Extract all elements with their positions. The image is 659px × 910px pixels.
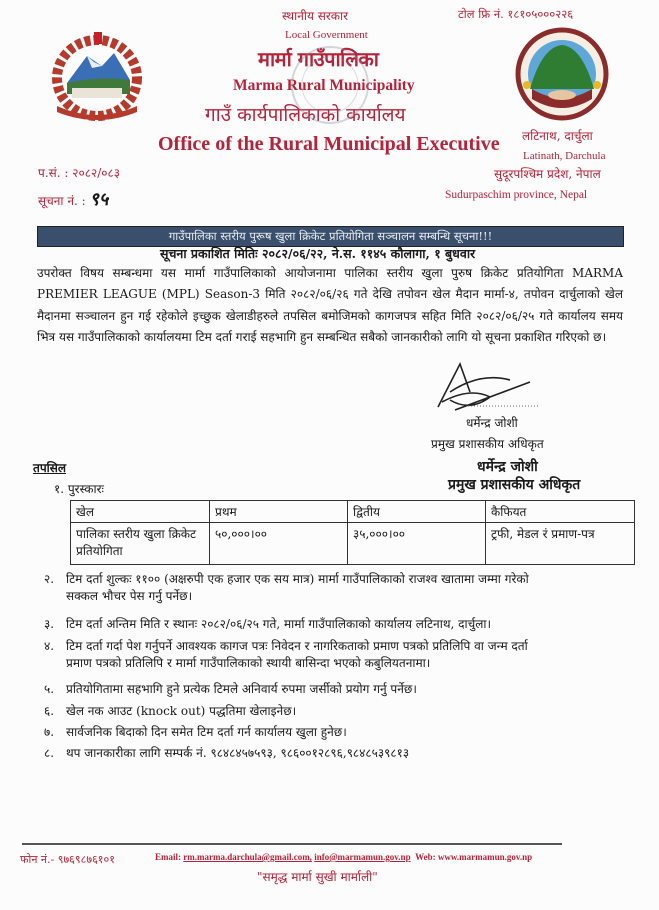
location-np: लटिनाथ, दार्चुला (522, 129, 593, 143)
location-en: Latinath, Darchula (523, 150, 606, 162)
footer-motto: "समृद्ध मार्मा सुखी मार्माली" (257, 870, 378, 884)
email-link-2[interactable]: info@marmamun.gov.np (314, 852, 411, 862)
web-label: Web: (415, 852, 436, 862)
province-np: सुदूरपश्चिम प्रदेश, नेपाल (494, 167, 601, 181)
list-item: २. टिम दर्ता शुल्कः ११०० (अक्षरुपी एक हजार एक सय मात्र) मार्मा गाउँपालिकाको राजश्व खातामा जम्मा गरेको सक्कल भौचर पेस गर्नु पर्नेछ। (44, 572, 529, 603)
table-cell: पालिका स्तरीय खुला क्रिकेट प्रतियोगिता (71, 523, 210, 565)
list-item: ८. थप जानकारीका लागि सम्पर्क नं. ९८४८४५७५९३, ९८६००१२८९६,९८४८५३९८१३ (44, 746, 410, 760)
ps-label: प.सं. : (38, 166, 69, 180)
table-cell: ३५,०००।०० (348, 523, 486, 565)
nepal-emblem-icon (42, 28, 152, 123)
office-name-en: Office of the Rural Municipal Executive (158, 133, 500, 155)
list-item: ३. टिम दर्ता अन्तिम मिति र स्थानः २०८२/०६/२५ गते, मार्मा गाउँपालिकाको कार्यालय लटिनाथ, दार्चुला। (44, 617, 492, 631)
body-paragraph: उपरोक्त विषय सम्बन्धमा यस मार्मा गाउँपालिकाको आयोजनामा पालिका स्तरीय खुला पुरुष क्रिकेट प्रतियोगिता MARMA PREMIER LEAGUE (MPL) Season-3 मिति २०८२/०६/२६ गते देखि तपोवन खेल मैदान मार्मा-४, तपोवन दार्चुलाको खेल मैदानमा सञ्चालन हुन गई रहेकोले इच्छुक खेलाडीहरुले तपसिल बमोजिमको कागजपत्र सहित मिति २०८२/०६/२५ गते कार्यालय समय भित्र यस गाउँपालिकाको कार्यालयमा टिम दर्ता गराई सहभागि हुन सम्बन्धित सबैको जानकारीको लागि यो सूचना प्रकाशित गरिएको छ। (37, 266, 623, 344)
prize-item-label: १. पुरस्कारः (54, 482, 104, 496)
municipality-name-np: मार्मा गाउँपालिका (258, 47, 379, 71)
office-stamp-icon (285, 40, 375, 130)
signatory-title: प्रमुख प्रशासकीय अधिकृत (431, 437, 544, 451)
notice-number (38, 187, 108, 211)
table-cell: ५०,०००।०० (210, 523, 348, 565)
office-name-np: गाउँ कार्यपालिकाको कार्यालय (205, 104, 406, 126)
table-header: खेल (71, 501, 210, 523)
list-item: ७. सार्वजनिक बिदाको दिन समेत टिम दर्ता गर्न कार्यालय खुला हुनेछ। (44, 725, 347, 739)
web-link[interactable]: www.marmamun.gov.np (437, 852, 533, 862)
table-cell: ट्रफी, मेडल रं प्रमाण-पत्र (486, 523, 635, 565)
footer-phone: फोन नं.- ९७६९८७६१०१ (20, 853, 115, 866)
details-heading: तपसिल (33, 461, 67, 475)
table-header: प्रथम (210, 501, 348, 523)
reference-number (38, 164, 120, 181)
notice-title-banner: गाउँपालिका स्तरीय पुरूष खुला क्रिकेट प्रतियोगिता सञ्चालन सम्बन्धि सूचना!!! (37, 226, 624, 247)
list-item: ५. प्रतियोगितामा सहभागि हुने प्रत्येक टिमले अनिवार्य रुपमा जर्सीको प्रयोग गर्नु पर्नेछ। (44, 682, 417, 696)
table-row (71, 523, 635, 565)
notice-label: सूचना नं. : (38, 194, 86, 208)
ps-value: २०८२/०८३ (72, 166, 120, 180)
local-government-en: Local Government (285, 29, 368, 41)
signatory-name: धर्मेन्द्र जोशी (466, 416, 518, 430)
stamp-name: धर्मेन्द्र जोशी (477, 459, 538, 475)
list-item: ४. टिम दर्ता गर्दा पेश गर्नुपर्ने आवश्यक कागज पत्रः निवेदन र नागरिकताको प्रमाण पत्रको प्रतिलिपि वा जन्म दर्ता प्रमाण पत्रको प्रतिलिपि र मार्मा गाउँपालिकाको स्थायी बासिन्दा भएको कबुलियतनामा। (44, 639, 528, 670)
table-header: द्वितीय (348, 501, 486, 523)
province-en: Sudurpaschim province, Nepal (445, 189, 588, 201)
published-date: सूचना प्रकाशित मितिः २०८२/०६/२२, ने.स. ११४५ कौलागा, १ बुधवार (160, 246, 476, 261)
notice-value: ९५ (89, 189, 109, 210)
handwritten-signature-icon (430, 362, 540, 417)
footer-contact (155, 852, 532, 862)
stamp-title: प्रमुख प्रशासकीय अधिकृत (448, 477, 581, 493)
prize-table (70, 500, 635, 565)
toll-free-number: टोल फ्रि नं. १८१०५०००२२६ (458, 7, 574, 21)
municipality-name-en: Marma Rural Municipality (233, 77, 415, 94)
table-header: कैफियत (486, 501, 635, 523)
list-item: ६. खेल नक आउट (knock out) पद्धतिमा खेलाइनेछ। (44, 704, 297, 718)
marma-municipality-logo-icon (512, 27, 612, 122)
email-link-1[interactable]: rm.marma.darchula@gmail.com, (183, 852, 312, 862)
email-label: Email: (155, 852, 181, 862)
table-header-row (71, 501, 635, 523)
footer-divider (22, 843, 562, 845)
local-government-np: स्थानीय सरकार (282, 9, 348, 23)
